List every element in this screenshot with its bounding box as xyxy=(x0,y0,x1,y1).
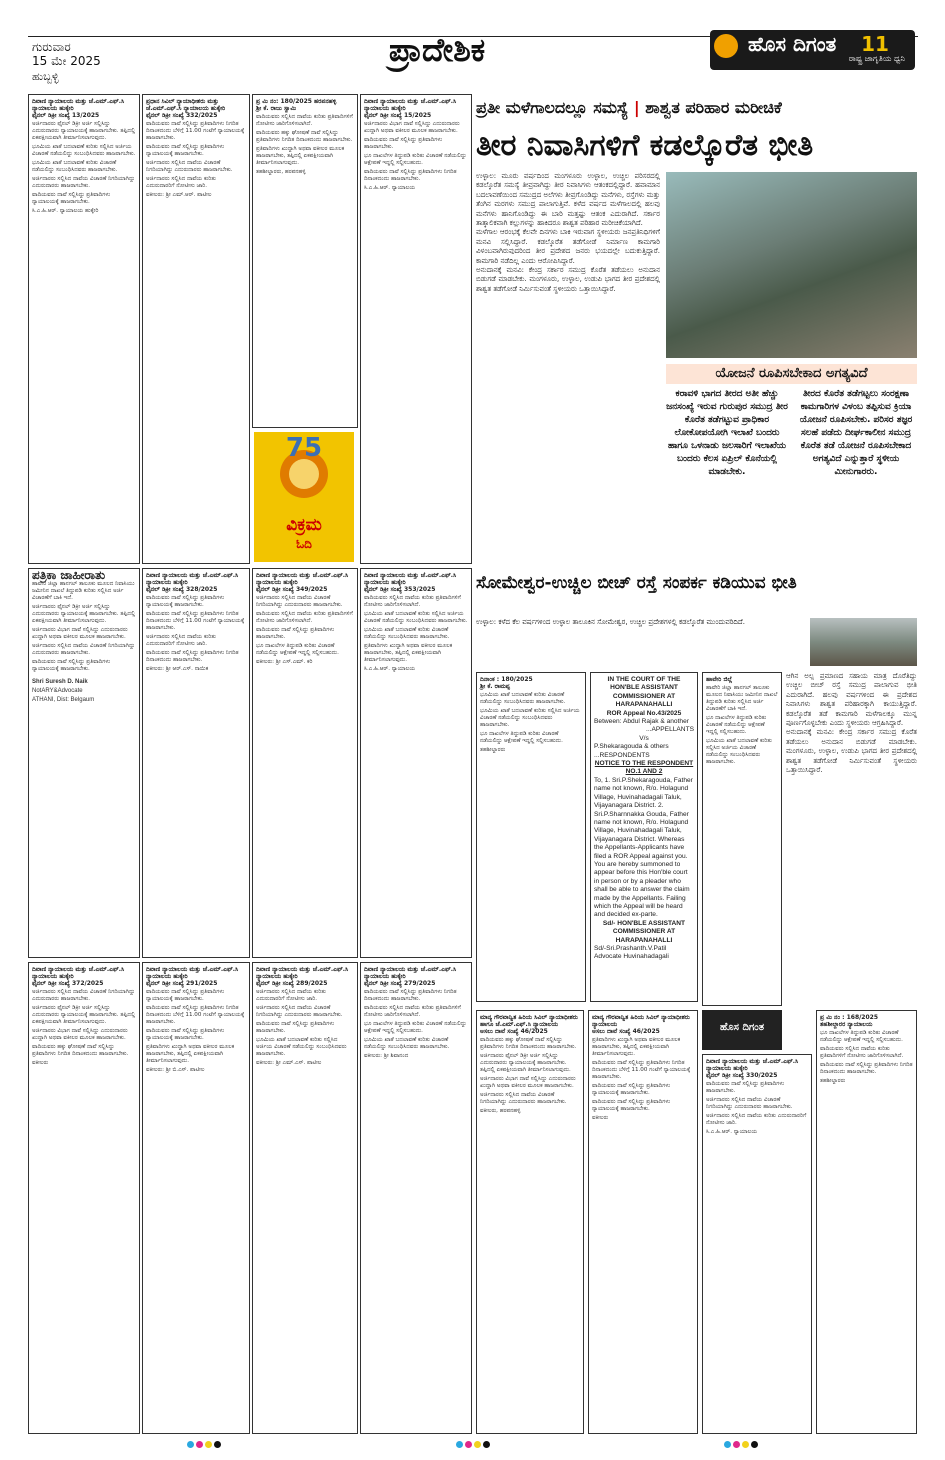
notice-signature: ವಕೀಲರು: ಶ್ರೀ ಎಮ್.ಆರ್. ಪಾಟೀಲ xyxy=(146,192,212,198)
notice-signature: ಸಿ.ಎ.ಹಿ.ಆರ್. ನ್ಯಾಯಾಲಯ ಹುಕ್ಕೇರಿ xyxy=(32,208,99,214)
notice-signature: ವಕೀಲರು: ಶ್ರೀ ಎಸ್.ಎಮ್. ಕರಿ xyxy=(256,659,313,665)
notice-body: ಪ್ರತಿವಾದಿಗಳು ಖುದ್ದಾಗಿ ಅಥವಾ ವಕೀಲರ ಮೂಲಕ ಹಾಜರಾಗಬೇಕು, ತಪ್ಪಿದಲ್ಲಿ ಏಕಪಕ್ಷೀಯವಾಗಿ ತೀರ್ಮಾನಿಸಲಾಗುವುದು. xyxy=(364,643,453,663)
notice-body: ಭೂ ದಾಖಲೆಗಳ ತಿದ್ದುಪಡಿ ಕುರಿತು ವಿಚಾರಣೆ ನಡೆಯಲಿದ್ದು ಆಕ್ಷೇಪಣೆ ಇದ್ದಲ್ಲಿ ಸಲ್ಲಿಸಬಹುದು. xyxy=(256,643,339,656)
kicker-right: ಶಾಶ್ವತ ಪರಿಹಾರ ಮರೀಚಿಕೆ xyxy=(645,98,782,117)
notice-body: ಭೂಮಿಯ ಖಾತೆ ಬದಲಾವಣೆ ಕುರಿತು ಸಲ್ಲಿಸಿದ ಅರ್ಜಿಯ ವಿಚಾರಣೆ ನಡೆಯಲಿದ್ದು ಸಂಬಂಧಿಸಿದವರು ಹಾಜರಾಗಬೇಕು. xyxy=(364,611,468,624)
notice-body: ಭೂಮಿಯ ಖಾತೆ ಬದಲಾವಣೆ ಕುರಿತು ವಿಚಾರಣೆ ನಡೆಯಲಿದ್ದು ಸಂಬಂಧಿಸಿದವರು ಹಾಜರಾಗಬೇಕು. xyxy=(32,160,118,173)
logo-tagline: ರಾಷ್ಟ್ರ ಜಾಗೃತಿಯ ಧ್ವನಿ xyxy=(848,54,905,63)
legal-notice xyxy=(142,962,250,1434)
english-court-notice xyxy=(590,672,698,1002)
notice-body: ಅರ್ಜಿದಾರರು ಸಲ್ಲಿಸಿದ ದಾವೆಯ ವಿಚಾರಣೆ ನಿಗದಿಯಾಗಿದ್ದು ಎದುರುದಾರರು ಹಾಜರಾಗಬೇಕು. xyxy=(32,989,135,1002)
legal-notice xyxy=(702,1054,812,1434)
notice-heading: ದಿವಾಣಿ ನ್ಯಾಯಾಲಯ ಮತ್ತು ಜೆ.ಎಮ್.ಎಫ್.ಸಿ ನ್ಯಾಯಾಲಯ ಹುಕ್ಕೇರಿ xyxy=(256,966,349,980)
notice-heading: ದಿವಾಣಿ ನ್ಯಾಯಾಲಯ ಮತ್ತು ಜೆ.ಎಮ್.ಎಫ್.ಸಿ ನ್ಯಾಯಾಲಯ ಹುಕ್ಕೇರಿ xyxy=(146,572,239,586)
legal-notice xyxy=(142,94,250,564)
legal-notice xyxy=(476,672,586,1002)
sub-article-body xyxy=(786,672,917,1008)
notice-body: ಅರ್ಜಿದಾರರು ಫೈನಲ್ ಡಿಕ್ರೀ ಅರ್ಜಿ ಸಲ್ಲಿಸಿದ್ದು ಎದುರುದಾರರು ನ್ಯಾಯಾಲಯಕ್ಕೆ ಹಾಜರಾಗಬೇಕು. ತಪ್ಪಿದಲ್ಲಿ ಏಕಪಕ್ಷೀಯವಾಗಿ ತೀರ್ಮಾನಿಸಲಾಗುವುದು. xyxy=(32,121,136,141)
notice-signature: ವಕೀಲರು: ಶ್ರೀ ಆರ್.ಎಸ್. ನಾಯಿಕ xyxy=(146,666,209,672)
notice-heading: ಪ್ರಧಾನ ಸಿವಿಲ್ ನ್ಯಾಯಾಧೀಶರು ಮತ್ತು ಜೆ.ಎಮ್.ಎಫ್.ಸಿ ನ್ಯಾಯಾಲಯ ಹುಕ್ಕೇರಿ xyxy=(146,98,226,112)
notice-signature: ವಕೀಲರು: ಶ್ರೀ ಬಿ.ಎಸ್. ಪಾಟೀಲ xyxy=(146,1067,205,1073)
press-ad-block xyxy=(28,568,140,958)
notice-case: ಫೈನಲ್ ಡಿಕ್ರೀ ಸಂಖ್ಯೆ 291/2025 xyxy=(146,980,218,987)
notice-case: ಫೈನಲ್ ಡಿಕ್ರೀ ಸಂಖ್ಯೆ 372/2025 xyxy=(32,980,104,987)
advocate-signature: Sd/-Sri.Prashanth.V.Patil Advocate Huvinahadagali xyxy=(594,945,669,961)
notice-case: ಅಸಲು ದಾವೆ ಸಂಖ್ಯೆ 46/2025 xyxy=(480,1028,548,1035)
notice-body: ವಾದಿಯವರು ಹಕ್ಕು ಘೋಷಣೆ ದಾವೆ ಸಲ್ಲಿಸಿದ್ದು ಪ್ರತಿವಾದಿಗಳು ನಿಗದಿತ ದಿನಾಂಕದಂದು ಹಾಜರಾಗಬೇಕು. xyxy=(480,1037,577,1050)
english-notice-body: To, 1. Sri.P.Shekaragouda, Father name not known, R/o. Holagund Village, Huvinahadagali Taluk, Vijayanagara District. 2. Sri.P.Sharnnakka Gouda, Father name not known, R/o. Holagund Village, Huvinahadagali Taluk, Vijayanagara District. Whereas the Appellants-Applicants have filed a ROR Appeal against you. You are hereby summoned to appear before this Hon'ble court in person or by a pleader who shall be able to answer the claim made by the Appellants. Failing which the Appeal will be heard and decided ex-parte. xyxy=(594,776,693,919)
notice-heading: ದಿವಾಣಿ ನ್ಯಾಯಾಲಯ ಮತ್ತು ಜೆ.ಎಮ್.ಎಫ್.ಸಿ ನ್ಯಾಯಾಲಯ ಹುಕ್ಕೇರಿ xyxy=(146,966,239,980)
notice-body: ಅರ್ಜಿದಾರರು ಸಲ್ಲಿಸಿದ ದಾವೆಯ ವಿಚಾರಣೆ ನಿಗದಿಯಾಗಿದ್ದು ಎದುರುದಾರರು ಹಾಜರಾಗಬೇಕು. xyxy=(32,176,135,189)
notice-body: ಭೂ ದಾಖಲೆಗಳ ತಿದ್ದುಪಡಿ ಕುರಿತು ವಿಚಾರಣೆ ನಡೆಯಲಿದ್ದು ಆಕ್ಷೇಪಣೆ ಇದ್ದಲ್ಲಿ ಸಲ್ಲಿಸಬಹುದು. xyxy=(706,715,767,735)
notice-signature: ಸಿ.ಎ.ಹಿ.ಆರ್. ನ್ಯಾಯಾಲಯ xyxy=(706,1129,758,1135)
sub-article-lead: ಉಳ್ಳಾಲ: ಕಳೆದ ಕೆಲ ವರ್ಷಗಳಿಂದ ಉಳ್ಳಾಲ ತಾಲೂಕಿನ ಸೋಮೇಶ್ವರ, ಉಚ್ಚಿಲ ಪ್ರದೇಶಗಳಲ್ಲಿ ಕಡಲ್ಕೊರೆತ ಮುಂದುವರಿದಿದೆ. xyxy=(476,618,745,626)
notice-heading: ದಿವಾಣಿ ನ್ಯಾಯಾಲಯ ಮತ್ತು ಜೆ.ಎಮ್.ಎಫ್.ಸಿ ನ್ಯಾಯಾಲಯ ಹುಕ್ಕೇರಿ xyxy=(364,572,457,586)
notice-body: ಅರ್ಜಿದಾರರು ಸಲ್ಲಿಸಿದ ದಾವೆಯ ವಿಚಾರಣೆ ನಿಗದಿಯಾಗಿದ್ದು ಎದುರುದಾರರು ಹಾಜರಾಗಬೇಕು. xyxy=(146,160,233,173)
press-ad-body: ಹಾವೇರಿ ಜಿಲ್ಲಾ ಹಾನಗಲ್ ತಾಲೂಕು ಮೂಲದ ನಿವಾಸಿಯು ಜಮೀನಿನ ದಾಖಲೆ ತಿದ್ದುಪಡಿ ಕುರಿತು ಸಲ್ಲಿಸಿದ ಅರ್ಜಿ ವಿಚಾರಣೆಗೆ ಬಾಕಿ ಇದೆ. xyxy=(32,581,135,601)
notice-body: ವಾದಿಯವರು ದಾವೆ ಸಲ್ಲಿಸಿದ್ದು ಪ್ರತಿವಾದಿಗಳು ನ್ಯಾಯಾಲಯಕ್ಕೆ ಹಾಜರಾಗಬೇಕು. xyxy=(146,989,225,1002)
section-title: ಪ್ರಾದೇಶಿಕ xyxy=(388,31,486,69)
legal-notice xyxy=(252,94,358,428)
notice-body: ವಾದಿಯವರು ಸಲ್ಲಿಸಿದ ದಾವೆಯ ಕುರಿತು ಪ್ರತಿವಾದಿಗಳಿಗೆ ನೋಟೀಸು ಜಾರಿಗೊಳಿಸಲಾಗಿದೆ. xyxy=(256,114,353,127)
notice-heading: ದಿವಾಣಿ ನ್ಯಾಯಾಲಯ ಮತ್ತು ಜೆ.ಎಮ್.ಎಫ್.ಸಿ ನ್ಯಾಯಾಲಯ ಹುಕ್ಕೇರಿ xyxy=(32,966,125,980)
header-date-block xyxy=(32,40,112,68)
notice-body: ಅರ್ಜಿದಾರರು ಫೈನಲ್ ಡಿಕ್ರೀ ಅರ್ಜಿ ಸಲ್ಲಿಸಿದ್ದು ಎದುರುದಾರರು ನ್ಯಾಯಾಲಯಕ್ಕೆ ಹಾಜರಾಗಬೇಕು. ತಪ್ಪಿದಲ್ಲಿ ಏಕಪಕ್ಷೀಯವಾಗಿ ತೀರ್ಮಾನಿಸಲಾಗುವುದು. xyxy=(480,1053,571,1073)
notice-case: ಶ್ರೀ ಕೆ. ರಾಮಪ್ಪ xyxy=(480,683,510,690)
notice-body: ಭೂ ದಾಖಲೆಗಳ ತಿದ್ದುಪಡಿ ಕುರಿತು ವಿಚಾರಣೆ ನಡೆಯಲಿದ್ದು ಆಕ್ಷೇಪಣೆ ಇದ್ದಲ್ಲಿ ಸಲ್ಲಿಸಬಹುದು. xyxy=(364,153,467,166)
notice-heading: ಮಾನ್ಯ ಗೌರವಾನ್ವಿತ ಹಿರಿಯ ಸಿವಿಲ್ ನ್ಯಾಯಾಧೀಶರು ನ್ಯಾಯಾಲಯ xyxy=(592,1014,690,1028)
vikrama-ad-title: ವಿಕ್ರಮ xyxy=(286,515,322,535)
notice-body: ಅರ್ಜಿದಾರರು ವಿಭಾಗ ದಾವೆ ಸಲ್ಲಿಸಿದ್ದು ಎದುರುದಾರರು ಖುದ್ದಾಗಿ ಅಥವಾ ವಕೀಲರ ಮೂಲಕ ಹಾಜರಾಗಬೇಕು. xyxy=(364,121,460,134)
notice-body: ವಾದಿಯವರು ದಾವೆ ಸಲ್ಲಿಸಿದ್ದು ಪ್ರತಿವಾದಿಗಳು ಹಾಜರಾಗಬೇಕು. xyxy=(256,627,335,640)
respondents-label: P.Shekaragouda & others ...RESPONDENTS xyxy=(594,743,669,759)
notice-body: ವಾದಿಯವರು ದಾವೆ ಸಲ್ಲಿಸಿದ್ದು ಪ್ರತಿವಾದಿಗಳು ಹಾಜರಾಗಬೇಕು. xyxy=(256,1021,335,1034)
article-kicker: ಪ್ರತೀ ಮಳೆಗಾಲದಲ್ಲೂ ಸಮಸ್ಯೆ | ಶಾಶ್ವತ ಪರಿಹಾರ ಮರೀಚಿಕೆ xyxy=(476,98,782,117)
notice-body: ಭೂಮಿಯ ಖಾತೆ ಬದಲಾವಣೆ ಕುರಿತು ಸಲ್ಲಿಸಿದ ಅರ್ಜಿಯ ವಿಚಾರಣೆ ನಡೆಯಲಿದ್ದು ಸಂಬಂಧಿಸಿದವರು ಹಾಜರಾಗಬೇಕು. xyxy=(32,144,136,157)
article-paragraph: ಅನುದಾನಕ್ಕೆ ಮನವಿ: ಕೇಂದ್ರ ಸರ್ಕಾರ ಸಮುದ್ರ ಕೊರೆತ ತಡೆಯಲು ಅನುದಾನ ಬಿಡುಗಡೆ ಮಾಡಬೇಕು. ಮಂಗಳೂರು, ಉಳ್ಳಾಲ, ಉಡುಪಿ ಭಾಗದ ತೀರ ಪ್ರದೇಶದಲ್ಲಿ ಶಾಶ್ವತ ತಡೆಗೋಡೆ ನಿರ್ಮಿಸುವಂತೆ ಸ್ಥಳೀಯರು ಒತ್ತಾಯಿಸಿದ್ದಾರೆ. xyxy=(476,266,660,293)
notice-body: ವಾದಿಯವರು ಸಲ್ಲಿಸಿದ ದಾವೆಯ ಕುರಿತು ಪ್ರತಿವಾದಿಗಳಿಗೆ ನೋಟೀಸು ಜಾರಿಗೊಳಿಸಲಾಗಿದೆ. xyxy=(256,611,353,624)
notice-signature: ತಹಶೀಲ್ದಾರರು xyxy=(480,747,506,753)
legal-notice xyxy=(476,1010,584,1434)
sub-article-headline: ಸೋಮೇಶ್ವರ-ಉಚ್ಚಿಲ ಬೀಚ್ ರಸ್ತೆ ಸಂಪರ್ಕ ಕಡಿಯುವ ಭೀತಿ xyxy=(476,573,797,593)
notice-case: ಫೈನಲ್ ಡಿಕ್ರೀ ಸಂಖ್ಯೆ 289/2025 xyxy=(256,980,328,987)
notice-body: ವಾದಿಯವರು ದಾವೆ ಸಲ್ಲಿಸಿದ್ದು ಪ್ರತಿವಾದಿಗಳು ನಿಗದಿತ ದಿನಾಂಕದಂದು ಬೆಳಿಗ್ಗೆ 11.00 ಗಂಟೆಗೆ ನ್ಯಾಯಾಲಯಕ್ಕೆ ಹಾಜರಾಗಬೇಕು. xyxy=(592,1060,691,1080)
notice-case: ಅಸಲು ದಾವೆ ಸಂಖ್ಯೆ 46/2025 xyxy=(592,1028,660,1035)
notice-body: ಅರ್ಜಿದಾರರು ಸಲ್ಲಿಸಿದ ದಾವೆಯ ವಿಚಾರಣೆ ನಿಗದಿಯಾಗಿದ್ದು ಎದುರುದಾರರು ಹಾಜರಾಗಬೇಕು. xyxy=(706,1097,793,1110)
court-name: IN THE COURT OF THE HON'BLE ASSISTANT COMMISSIONER AT HARAPANAHALLI xyxy=(607,676,681,709)
notice-case: ಫೈನಲ್ ಡಿಕ್ರೀ ಸಂಖ್ಯೆ 279/2025 xyxy=(364,980,436,987)
logo-emblem-icon xyxy=(714,34,738,58)
notice-body: ವಾದಿಯವರು ದಾವೆ ಸಲ್ಲಿಸಿದ್ದು ಪ್ರತಿವಾದಿಗಳು ನಿಗದಿತ ದಿನಾಂಕದಂದು ಹಾಜರಾಗಬೇಕು. xyxy=(146,650,239,663)
article-paragraph: ಆಗಿನ ಅಲ್ಪ ಪ್ರಮಾಣದ ಸಹಾಯ ಮಾತ್ರ ದೊರೆತಿದ್ದು ಉಚ್ಚಿಲ ಬೀಚ್ ರಸ್ತೆ ಸಮುದ್ರ ಪಾಲಾಗುವ ಭೀತಿ ಎದುರಾಗಿದೆ. ಹಲವು ವರ್ಷಗಳಿಂದ ಈ ಪ್ರದೇಶದ ನಿವಾಸಿಗಳು ಶಾಶ್ವತ ಪರಿಹಾರಕ್ಕಾಗಿ ಕಾಯುತ್ತಿದ್ದಾರೆ. ಕಡಲ್ಕೊರೆತ ತಡೆ ಕಾಮಗಾರಿ ಮಳೆಗಾಲಕ್ಕೂ ಮುನ್ನ ಪೂರ್ಣಗೊಳ್ಳಬೇಕು ಎಂದು ಸ್ಥಳೀಯರು ಆಗ್ರಹಿಸಿದ್ದಾರೆ. xyxy=(786,672,917,728)
press-ad-place: ATHANI, Dist: Belgaum xyxy=(32,697,95,703)
info-box-right: ತೀರದ ಕೊರೆತ ತಡೆಗಟ್ಟಲು ಸಂರಕ್ಷಣಾ ಕಾಮಗಾರಿಗಳ ವಿಳಂಬ ತಪ್ಪಿಸುವ ಕ್ರಿಯಾ ಯೋಜನೆ ರೂಪಿಸಬೇಕು. ಪರಿಸರ ತಜ್ಞರ ಸಲಹೆ ಪಡೆದು ದೀರ್ಘಕಾಲೀನ ಸಮುದ್ರ ಕೊರೆತ ತಡೆ ಯೋಜನೆ ರೂಪಿಸಬೇಕಾದ ಅಗತ್ಯವಿದೆ ಎನ್ನುತ್ತಾರೆ ಸ್ಥಳೀಯ ಮೀನುಗಾರರು. xyxy=(799,389,913,477)
notice-body: ಭೂ ದಾಖಲೆಗಳ ತಿದ್ದುಪಡಿ ಕುರಿತು ವಿಚಾರಣೆ ನಡೆಯಲಿದ್ದು ಆಕ್ಷೇಪಣೆ ಇದ್ದಲ್ಲಿ ಸಲ್ಲಿಸಬಹುದು. xyxy=(364,1021,467,1034)
notice-body: ವಾದಿಯವರು ಸಲ್ಲಿಸಿದ ದಾವೆಯ ಕುರಿತು ಪ್ರತಿವಾದಿಗಳಿಗೆ ನೋಟೀಸು ಜಾರಿಗೊಳಿಸಲಾಗಿದೆ. xyxy=(820,1046,904,1059)
notice-case: ಶ್ರೀ ಕೆ. ರಾಜು ಸ್ವಾಮಿ xyxy=(256,105,297,112)
notice-body: ವಾದಿಯವರು ದಾವೆ ಸಲ್ಲಿಸಿದ್ದು ಪ್ರತಿವಾದಿಗಳು ಹಾಜರಾಗಬೇಕು. xyxy=(364,137,443,150)
notice-heading: ಪ್ರ ಮಿ ನಂ: 180/2025 ಹರಪನಹಳ್ಳಿ xyxy=(256,98,337,105)
notice-body: ಪ್ರತಿವಾದಿಗಳು ಖುದ್ದಾಗಿ ಅಥವಾ ವಕೀಲರ ಮೂಲಕ ಹಾಜರಾಗಬೇಕು, ತಪ್ಪಿದಲ್ಲಿ ಏಕಪಕ್ಷೀಯವಾಗಿ ತೀರ್ಮಾನಿಸಲಾಗುವುದು. xyxy=(146,1044,235,1064)
notice-case: ಫೈನಲ್ ಡಿಕ್ರೀ ಸಂಖ್ಯೆ 15/2025 xyxy=(364,112,432,119)
legal-notice xyxy=(28,94,140,564)
header-day: ಗುರುವಾರ xyxy=(32,40,71,54)
notice-signature: ವಕೀಲರು xyxy=(592,1115,609,1121)
notice-heading: ಹಾವೇರಿ ಜಿಲ್ಲೆ xyxy=(706,676,733,683)
notice-body: ವಾದಿಯವರು ದಾವೆ ಸಲ್ಲಿಸಿದ್ದು ಪ್ರತಿವಾದಿಗಳು ನಿಗದಿತ ದಿನಾಂಕದಂದು ಹಾಜರಾಗಬೇಕು. xyxy=(364,989,457,1002)
appeal-number: ROR Appeal No.43/2025 xyxy=(606,709,682,717)
notice-signature: ವಕೀಲರು xyxy=(32,1060,49,1066)
legal-notice xyxy=(360,568,472,958)
notice-case: ಫೈನಲ್ ಡಿಕ್ರೀ ಸಂಖ್ಯೆ 332/2025 xyxy=(146,112,218,119)
legal-notice xyxy=(252,568,358,958)
info-box-title: ಯೋಜನೆ ರೂಪಿಸಬೇಕಾದ ಅಗತ್ಯವಿದೆ xyxy=(666,364,917,384)
notice-body: ಅರ್ಜಿದಾರರು ಸಲ್ಲಿಸಿದ ದಾವೆಯ ವಿಚಾರಣೆ ನಿಗದಿಯಾಗಿದ್ದು ಎದುರುದಾರರು ಹಾಜರಾಗಬೇಕು. xyxy=(256,595,343,608)
notice-body: ವಾದಿಯವರು ದಾವೆ ಸಲ್ಲಿಸಿದ್ದು ಪ್ರತಿವಾದಿಗಳು ನ್ಯಾಯಾಲಯಕ್ಕೆ ಹಾಜರಾಗಬೇಕು. xyxy=(32,192,111,205)
notice-body: ವಾದಿಯವರು ಹಕ್ಕು ಘೋಷಣೆ ದಾವೆ ಸಲ್ಲಿಸಿದ್ದು ಪ್ರತಿವಾದಿಗಳು ನಿಗದಿತ ದಿನಾಂಕದಂದು ಹಾಜರಾಗಬೇಕು. xyxy=(32,1044,129,1057)
article-paragraph: ಮಳೆಗಾಲ ಆರಂಭಕ್ಕೆ ಕೆಲವೇ ದಿನಗಳು ಬಾಕಿ ಇರುವಾಗ ಸ್ಥಳೀಯರು ಜನಪ್ರತಿನಿಧಿಗಳಿಗೆ ಮನವಿ ಸಲ್ಲಿಸಿದ್ದಾರೆ. ಕಡಲ್ಕೊರೆತ ತಡೆಗೋಡೆ ನಿರ್ಮಾಣ ಕಾಮಗಾರಿ ವಿಳಂಬವಾಗಿರುವುದರಿಂದ ತೀರ ಪ್ರದೇಶದ ಜನರು ಭಯದಲ್ಲೇ ಬದುಕುತ್ತಿದ್ದಾರೆ. ಕಾಮಗಾರಿ ನಡೆದಿಲ್ಲ ಎಂದು ಆರೋಪಿಸಿದ್ದಾರೆ. xyxy=(476,228,660,265)
notice-body: ಪ್ರತಿವಾದಿಗಳು ಖುದ್ದಾಗಿ ಅಥವಾ ವಕೀಲರ ಮೂಲಕ ಹಾಜರಾಗಬೇಕು, ತಪ್ಪಿದಲ್ಲಿ ಏಕಪಕ್ಷೀಯವಾಗಿ ತೀರ್ಮಾನಿಸಲಾಗುವುದು. xyxy=(256,146,345,166)
notice-heading: ಮಾನ್ಯ ಗೌರವಾನ್ವಿತ ಹಿರಿಯ ಸಿವಿಲ್ ನ್ಯಾಯಾಧೀಶರು ಹಾಗೂ ಜೆ.ಎಮ್.ಎಫ್.ಸಿ ನ್ಯಾಯಾಲಯ xyxy=(480,1014,578,1028)
notice-signature: ವಕೀಲರು, ಹರಪನಹಳ್ಳಿ xyxy=(480,1108,521,1114)
notice-case: ಫೈನಲ್ ಡಿಕ್ರೀ ಸಂಖ್ಯೆ 328/2025 xyxy=(146,586,218,593)
vikrama-emblem-icon xyxy=(254,432,354,512)
legal-notice xyxy=(702,672,782,1006)
article-headline: ತೀರ ನಿವಾಸಿಗಳಿಗೆ ಕಡಲ್ಕೊರೆತ ಭೀತಿ xyxy=(476,128,814,163)
notice-body: ವಾದಿಯವರು ದಾವೆ ಸಲ್ಲಿಸಿದ್ದು ಪ್ರತಿವಾದಿಗಳು ನ್ಯಾಯಾಲಯಕ್ಕೆ ಹಾಜರಾಗಬೇಕು. xyxy=(32,659,111,672)
notice-heading: ದಿವಾಣಿ ನ್ಯಾಯಾಲಯ ಮತ್ತು ಜೆ.ಎಮ್.ಎಫ್.ಸಿ ನ್ಯಾಯಾಲಯ ಹುಕ್ಕೇರಿ xyxy=(364,98,457,112)
notice-body: ಅರ್ಜಿದಾರರು ಸಲ್ಲಿಸಿದ ದಾವೆಯ ಕುರಿತು ಎದುರುದಾರರಿಗೆ ನೋಟೀಸು ಜಾರಿ. xyxy=(256,989,326,1002)
notice-body: ಭೂ ದಾಖಲೆಗಳ ತಿದ್ದುಪಡಿ ಕುರಿತು ವಿಚಾರಣೆ ನಡೆಯಲಿದ್ದು ಆಕ್ಷೇಪಣೆ ಇದ್ದಲ್ಲಿ ಸಲ್ಲಿಸಬಹುದು. xyxy=(820,1030,903,1043)
notice-case: ಫೈನಲ್ ಡಿಕ್ರೀ ಸಂಖ್ಯೆ 349/2025 xyxy=(256,586,328,593)
notice-body: ಭೂಮಿಯ ಖಾತೆ ಬದಲಾವಣೆ ಕುರಿತು ಸಲ್ಲಿಸಿದ ಅರ್ಜಿಯ ವಿಚಾರಣೆ ನಡೆಯಲಿದ್ದು ಸಂಬಂಧಿಸಿದವರು ಹಾಜರಾಗಬೇಕು. xyxy=(480,708,580,728)
logo-text: ಹೊಸ ದಿಗಂತ xyxy=(748,32,837,56)
notice-body: ಭೂಮಿಯ ಖಾತೆ ಬದಲಾವಣೆ ಕುರಿತು ಸಲ್ಲಿಸಿದ ಅರ್ಜಿಯ ವಿಚಾರಣೆ ನಡೆಯಲಿದ್ದು ಸಂಬಂಧಿಸಿದವರು ಹಾಜರಾಗಬೇಕು. xyxy=(256,1037,347,1057)
notice-body: ಭೂಮಿಯ ಖಾತೆ ಬದಲಾವಣೆ ಕುರಿತು ವಿಚಾರಣೆ ನಡೆಯಲಿದ್ದು ಸಂಬಂಧಿಸಿದವರು ಹಾಜರಾಗಬೇಕು. xyxy=(364,627,450,640)
article-paragraph: ಉಳ್ಳಾಲ: ಮೂರು ವರ್ಷದಿಂದ ಮಂಗಳೂರು ಉಳ್ಳಾಲ, ಉಚ್ಚಿಲ ಪರಿಸರದಲ್ಲಿ ಕಡಲ್ಕೊರೆತ ಸಮಸ್ಯೆ ತೀವ್ರವಾಗಿದ್ದು ತೀರ ನಿವಾಸಿಗಳು ಆತಂಕದಲ್ಲಿದ್ದಾರೆ. ಹವಾಮಾನ ಬದಲಾವಣೆಯಿಂದ ಸಮುದ್ರದ ಅಲೆಗಳು ತೀವ್ರಗೊಂಡಿದ್ದು ಮನೆಗಳು, ರಸ್ತೆಗಳು ಮತ್ತು ತೆಂಗಿನ ಮರಗಳು ಸಮುದ್ರ ಪಾಲಾಗುತ್ತಿವೆ. ಕಳೆದ ವರ್ಷದ ಮಳೆಗಾಲದಲ್ಲಿ ಹಲವು ಮನೆಗಳು ಹಾನಿಗೊಂಡಿದ್ದು ಈ ಬಾರಿ ಮತ್ತಷ್ಟು ಆತಂಕ ಎದುರಾಗಿದೆ. ಸರ್ಕಾರ ತಾತ್ಕಾಲಿಕವಾಗಿ ಕಲ್ಲುಗಳನ್ನು ಹಾಕಿದರೂ ಶಾಶ್ವತ ಪರಿಹಾರ ಮರೀಚಿಕೆಯಾಗಿದೆ. xyxy=(476,172,660,228)
press-ad-title: ಪತ್ರಿಕಾ ಜಾಹೀರಾತು xyxy=(32,568,106,582)
notice-heading: ದಿವಾಣಿ ನ್ಯಾಯಾಲಯ ಮತ್ತು ಜೆ.ಎಮ್.ಎಫ್.ಸಿ ನ್ಯಾಯಾಲಯ ಹುಕ್ಕೇರಿ xyxy=(706,1058,799,1072)
notice-body: ವಾದಿಯವರು ದಾವೆ ಸಲ್ಲಿಸಿದ್ದು ಪ್ರತಿವಾದಿಗಳು ನ್ಯಾಯಾಲಯಕ್ಕೆ ಹಾಜರಾಗಬೇಕು. xyxy=(146,595,225,608)
vikrama-number: 75 xyxy=(285,433,323,463)
notice-body: ಅರ್ಜಿದಾರರು ಸಲ್ಲಿಸಿದ ದಾವೆಯ ಕುರಿತು ಎದುರುದಾರರಿಗೆ ನೋಟೀಸು ಜಾರಿ. xyxy=(706,1113,807,1126)
notice-body: ಅರ್ಜಿದಾರರು ಫೈನಲ್ ಡಿಕ್ರೀ ಅರ್ಜಿ ಸಲ್ಲಿಸಿದ್ದು ಎದುರುದಾರರು ನ್ಯಾಯಾಲಯಕ್ಕೆ ಹಾಜರಾಗಬೇಕು. ತಪ್ಪಿದಲ್ಲಿ ಏಕಪಕ್ಷೀಯವಾಗಿ ತೀರ್ಮಾನಿಸಲಾಗುವುದು. xyxy=(32,604,136,624)
press-ad-advocate: Shri Suresh D. Naik xyxy=(32,679,88,685)
info-box-left: ಕರಾವಳಿ ಭಾಗದ ತೀರದ ಅತೀ ಹೆಚ್ಚು ಜನಸಂಖ್ಯೆ ಇರುವ ಗುರುಪುರ ಸಮುದ್ರ ತೀರ ಕೊರೆತ ತಡೆಗಟ್ಟುವ ಪ್ರಾಧಿಕಾರ ಲೋಕೋಪಯೋಗಿ ಇಲಾಖೆ ಬಂದರು ಹಾಗೂ ಒಳನಾಡು ಜಲಸಾರಿಗೆ ಇಲಾಖೆಯ ಬಂದರು ಕೆಲಸ ಏಪ್ರಿಲ್ ಕೊನೆಯಲ್ಲಿ ಮಾಡಬೇಕು. xyxy=(666,389,788,477)
notice-body: ಭೂ ದಾಖಲೆಗಳ ತಿದ್ದುಪಡಿ ಕುರಿತು ವಿಚಾರಣೆ ನಡೆಯಲಿದ್ದು ಆಕ್ಷೇಪಣೆ ಇದ್ದಲ್ಲಿ ಸಲ್ಲಿಸಬಹುದು. xyxy=(480,731,563,744)
notice-body: ವಾದಿಯವರು ದಾವೆ ಸಲ್ಲಿಸಿದ್ದು ಪ್ರತಿವಾದಿಗಳು ನ್ಯಾಯಾಲಯಕ್ಕೆ ಹಾಜರಾಗಬೇಕು. xyxy=(146,1028,225,1041)
small-ad-title: ಹೊಸ ದಿಗಂತ xyxy=(719,1022,765,1033)
notice-body: ಭೂಮಿಯ ಖಾತೆ ಬದಲಾವಣೆ ಕುರಿತು ವಿಚಾರಣೆ ನಡೆಯಲಿದ್ದು ಸಂಬಂಧಿಸಿದವರು ಹಾಜರಾಗಬೇಕು. xyxy=(364,1037,450,1050)
notice-body: ಭೂಮಿಯ ಖಾತೆ ಬದಲಾವಣೆ ಕುರಿತು ಸಲ್ಲಿಸಿದ ಅರ್ಜಿಯ ವಿಚಾರಣೆ ನಡೆಯಲಿದ್ದು ಸಂಬಂಧಿಸಿದವರು ಹಾಜರಾಗಬೇಕು. xyxy=(706,738,772,765)
press-ad-advocate-sub: NotARY&Advocate xyxy=(32,688,83,694)
notice-body: ವಾದಿಯವರು ದಾವೆ ಸಲ್ಲಿಸಿದ್ದು ಪ್ರತಿವಾದಿಗಳು ನ್ಯಾಯಾಲಯಕ್ಕೆ ಹಾಜರಾಗಬೇಕು. xyxy=(592,1099,671,1112)
notice-body: ಅರ್ಜಿದಾರರು ವಿಭಾಗ ದಾವೆ ಸಲ್ಲಿಸಿದ್ದು ಎದುರುದಾರರು ಖುದ್ದಾಗಿ ಅಥವಾ ವಕೀಲರ ಮೂಲಕ ಹಾಜರಾಗಬೇಕು. xyxy=(32,1028,128,1041)
info-box xyxy=(666,388,917,566)
notice-heading: ದಿವಾಣಿ ನ್ಯಾಯಾಲಯ ಮತ್ತು ಜೆ.ಎಮ್.ಎಫ್.ಸಿ ನ್ಯಾಯಾಲಯ ಹುಕ್ಕೇರಿ xyxy=(364,966,457,980)
legal-notice xyxy=(142,568,250,958)
appeal-between: Between: Abdul Rajak & another xyxy=(594,718,689,726)
notice-body: ವಾದಿಯವರು ದಾವೆ ಸಲ್ಲಿಸಿದ್ದು ಪ್ರತಿವಾದಿಗಳು ನಿಗದಿತ ದಿನಾಂಕದಂದು ಬೆಳಿಗ್ಗೆ 11.00 ಗಂಟೆಗೆ ನ್ಯಾಯಾಲಯಕ್ಕೆ ಹಾಜರಾಗಬೇಕು. xyxy=(146,611,245,631)
notice-body: ವಾದಿಯವರು ಹಕ್ಕು ಘೋಷಣೆ ದಾವೆ ಸಲ್ಲಿಸಿದ್ದು ಪ್ರತಿವಾದಿಗಳು ನಿಗದಿತ ದಿನಾಂಕದಂದು ಹಾಜರಾಗಬೇಕು. xyxy=(256,130,353,143)
vikrama-ad-sub: ಓದಿ xyxy=(296,537,312,551)
article-paragraph: ಅನುದಾನಕ್ಕೆ ಮನವಿ: ಕೇಂದ್ರ ಸರ್ಕಾರ ಸಮುದ್ರ ಕೊರೆತ ತಡೆಯಲು ಅನುದಾನ ಬಿಡುಗಡೆ ಮಾಡಬೇಕು. ಮಂಗಳೂರು, ಉಳ್ಳಾಲ, ಉಡುಪಿ ಭಾಗದ ತೀರ ಪ್ರದೇಶದಲ್ಲಿ ಶಾಶ್ವತ ತಡೆಗೋಡೆ ನಿರ್ಮಿಸುವಂತೆ ಸ್ಥಳೀಯರು ಒತ್ತಾಯಿಸಿದ್ದಾರೆ. xyxy=(786,728,917,775)
legal-notice xyxy=(588,1010,698,1434)
notice-body: ವಾದಿಯವರು ದಾವೆ ಸಲ್ಲಿಸಿದ್ದು ಪ್ರತಿವಾದಿಗಳು ನಿಗದಿತ ದಿನಾಂಕದಂದು ಬೆಳಿಗ್ಗೆ 11.00 ಗಂಟೆಗೆ ನ್ಯಾಯಾಲಯಕ್ಕೆ ಹಾಜರಾಗಬೇಕು. xyxy=(146,1005,245,1025)
notice-signature: ವಕೀಲರು: ಶ್ರೀ ಶಿವಾನಂದ xyxy=(364,1053,409,1059)
notice-body: ಹಾವೇರಿ ಜಿಲ್ಲಾ ಹಾನಗಲ್ ತಾಲೂಕು ಮೂಲದ ನಿವಾಸಿಯು ಜಮೀನಿನ ದಾಖಲೆ ತಿದ್ದುಪಡಿ ಕುರಿತು ಸಲ್ಲಿಸಿದ ಅರ್ಜಿ ವಿಚಾರಣೆಗೆ ಬಾಕಿ ಇದೆ. xyxy=(706,685,778,712)
notice-body: ಅರ್ಜಿದಾರರು ಫೈನಲ್ ಡಿಕ್ರೀ ಅರ್ಜಿ ಸಲ್ಲಿಸಿದ್ದು ಎದುರುದಾರರು ನ್ಯಾಯಾಲಯಕ್ಕೆ ಹಾಜರಾಗಬೇಕು. ತಪ್ಪಿದಲ್ಲಿ ಏಕಪಕ್ಷೀಯವಾಗಿ ತೀರ್ಮಾನಿಸಲಾಗುವುದು. xyxy=(32,1005,136,1025)
notice-body: ಅರ್ಜಿದಾರರು ಸಲ್ಲಿಸಿದ ದಾವೆಯ ವಿಚಾರಣೆ ನಿಗದಿಯಾಗಿದ್ದು ಎದುರುದಾರರು ಹಾಜರಾಗಬೇಕು. xyxy=(32,643,135,656)
beach-road-photo xyxy=(810,618,917,666)
notice-body: ವಾದಿಯವರು ದಾವೆ ಸಲ್ಲಿಸಿದ್ದು ಪ್ರತಿವಾದಿಗಳು ನಿಗದಿತ ದಿನಾಂಕದಂದು ಬೆಳಿಗ್ಗೆ 11.00 ಗಂಟೆಗೆ ನ್ಯಾಯಾಲಯಕ್ಕೆ ಹಾಜರಾಗಬೇಕು. xyxy=(146,121,245,141)
notice-signature: ತಹಶೀಲ್ದಾರರು xyxy=(820,1078,846,1084)
notice-body: ಭೂಮಿಯ ಖಾತೆ ಬದಲಾವಣೆ ಕುರಿತು ವಿಚಾರಣೆ ನಡೆಯಲಿದ್ದು ಸಂಬಂಧಿಸಿದವರು ಹಾಜರಾಗಬೇಕು. xyxy=(480,692,566,705)
header-city: ಹುಬ್ಬಳ್ಳಿ xyxy=(32,70,59,83)
notice-heading: ಪ್ರ ಮಿ ನಂ : 168/2025 xyxy=(820,1014,879,1021)
hosa-diganta-ad xyxy=(702,1010,782,1050)
appellants-label: ...APPELLANTS xyxy=(645,726,694,734)
notice-body: ಅರ್ಜಿದಾರರು ವಿಭಾಗ ದಾವೆ ಸಲ್ಲಿಸಿದ್ದು ಎದುರುದಾರರು ಖುದ್ದಾಗಿ ಅಥವಾ ವಕೀಲರ ಮೂಲಕ ಹಾಜರಾಗಬೇಕು. xyxy=(480,1076,576,1089)
notice-case: ಫೈನಲ್ ಡಿಕ್ರೀ ಸಂಖ್ಯೆ 330/2025 xyxy=(706,1072,778,1079)
notice-signature: ಸಿ.ಎ.ಹಿ.ಆರ್. ನ್ಯಾಯಾಲಯ xyxy=(364,185,416,191)
notice-body: ವಾದಿಯವರು ದಾವೆ ಸಲ್ಲಿಸಿದ್ದು ಪ್ರತಿವಾದಿಗಳು ನಿಗದಿತ ದಿನಾಂಕದಂದು ಹಾಜರಾಗಬೇಕು. xyxy=(820,1062,913,1075)
notice-body: ಅರ್ಜಿದಾರರು ಸಲ್ಲಿಸಿದ ದಾವೆಯ ಕುರಿತು ಎದುರುದಾರರಿಗೆ ನೋಟೀಸು ಜಾರಿ. xyxy=(146,634,216,647)
notice-heading: ದಿವಾಣಿ ನ್ಯಾಯಾಲಯ ಮತ್ತು ಜೆ.ಎಮ್.ಎಫ್.ಸಿ ನ್ಯಾಯಾಲಯ ಹುಕ್ಕೇರಿ xyxy=(256,572,349,586)
print-registration-marks xyxy=(0,1440,945,1452)
notice-body: ಅರ್ಜಿದಾರರು ಸಲ್ಲಿಸಿದ ದಾವೆಯ ವಿಚಾರಣೆ ನಿಗದಿಯಾಗಿದ್ದು ಎದುರುದಾರರು ಹಾಜರಾಗಬೇಕು. xyxy=(256,1005,343,1018)
notice-to-respondent: NOTICE TO THE RESPONDENT NO.1 AND 2 xyxy=(594,760,694,776)
legal-notice xyxy=(816,1010,917,1434)
coastal-erosion-photo xyxy=(666,172,917,358)
notice-body: ವಾದಿಯವರು ಸಲ್ಲಿಸಿದ ದಾವೆಯ ಕುರಿತು ಪ್ರತಿವಾದಿಗಳಿಗೆ ನೋಟೀಸು ಜಾರಿಗೊಳಿಸಲಾಗಿದೆ. xyxy=(364,595,461,608)
page-number: 11 xyxy=(861,32,889,56)
article-body xyxy=(476,172,660,564)
notice-case: ತಹಶೀಲ್ದಾರರ ನ್ಯಾಯಾಲಯ xyxy=(820,1021,873,1028)
notice-body: ಅರ್ಜಿದಾರರು ಸಲ್ಲಿಸಿದ ದಾವೆಯ ವಿಚಾರಣೆ ನಿಗದಿಯಾಗಿದ್ದು ಎದುರುದಾರರು ಹಾಜರಾಗಬೇಕು. xyxy=(480,1092,567,1105)
notice-body: ಪ್ರತಿವಾದಿಗಳು ಖುದ್ದಾಗಿ ಅಥವಾ ವಕೀಲರ ಮೂಲಕ ಹಾಜರಾಗಬೇಕು, ತಪ್ಪಿದಲ್ಲಿ ಏಕಪಕ್ಷೀಯವಾಗಿ ತೀರ್ಮಾನಿಸಲಾಗುವುದು. xyxy=(592,1037,681,1057)
legal-notice xyxy=(360,962,472,1434)
notice-body: ವಾದಿಯವರು ಸಲ್ಲಿಸಿದ ದಾವೆಯ ಕುರಿತು ಪ್ರತಿವಾದಿಗಳಿಗೆ ನೋಟೀಸು ಜಾರಿಗೊಳಿಸಲಾಗಿದೆ. xyxy=(364,1005,461,1018)
notice-case: ಫೈನಲ್ ಡಿಕ್ರೀ ಸಂಖ್ಯೆ 13/2025 xyxy=(32,112,100,119)
header-date: 15 ಮೇ 2025 xyxy=(32,54,101,68)
notice-signature: ಸಿ.ಎ.ಹಿ.ಆರ್. ನ್ಯಾಯಾಲಯ xyxy=(364,666,416,672)
notice-body: ಅರ್ಜಿದಾರರು ಸಲ್ಲಿಸಿದ ದಾವೆಯ ಕುರಿತು ಎದುರುದಾರರಿಗೆ ನೋಟೀಸು ಜಾರಿ. xyxy=(146,176,216,189)
notice-heading: ದಿವಾಣಿ ನ್ಯಾಯಾಲಯ ಮತ್ತು ಜೆ.ಎಮ್.ಎಫ್.ಸಿ ನ್ಯಾಯಾಲಯ ಹುಕ್ಕೇರಿ xyxy=(32,98,125,112)
notice-body: ವಾದಿಯವರು ದಾವೆ ಸಲ್ಲಿಸಿದ್ದು ಪ್ರತಿವಾದಿಗಳು ನ್ಯಾಯಾಲಯಕ್ಕೆ ಹಾಜರಾಗಬೇಕು. xyxy=(146,144,225,157)
notice-body: ಅರ್ಜಿದಾರರು ವಿಭಾಗ ದಾವೆ ಸಲ್ಲಿಸಿದ್ದು ಎದುರುದಾರರು ಖುದ್ದಾಗಿ ಅಥವಾ ವಕೀಲರ ಮೂಲಕ ಹಾಜರಾಗಬೇಕು. xyxy=(32,627,128,640)
versus-label: V/s xyxy=(639,734,649,742)
kicker-left: ಪ್ರತೀ ಮಳೆಗಾಲದಲ್ಲೂ ಸಮಸ್ಯೆ xyxy=(476,98,629,117)
notice-signature: ವಕೀಲರು: ಶ್ರೀ ಎಮ್.ಎಸ್. ಪಾಟೀಲ xyxy=(256,1060,322,1066)
commissioner-signature: Sd/- HON'BLE ASSISTANT COMMISSIONER AT HARAPANAHALLI xyxy=(602,919,686,944)
legal-notice xyxy=(28,962,140,1434)
legal-notice xyxy=(360,94,472,564)
notice-body: ವಾದಿಯವರು ದಾವೆ ಸಲ್ಲಿಸಿದ್ದು ಪ್ರತಿವಾದಿಗಳು ನಿಗದಿತ ದಿನಾಂಕದಂದು ಹಾಜರಾಗಬೇಕು. xyxy=(364,169,457,182)
notice-body: ವಾದಿಯವರು ದಾವೆ ಸಲ್ಲಿಸಿದ್ದು ಪ್ರತಿವಾದಿಗಳು ನ್ಯಾಯಾಲಯಕ್ಕೆ ಹಾಜರಾಗಬೇಕು. xyxy=(592,1083,671,1096)
notice-heading: ದಿನಾಂಕ : 180/2025 xyxy=(480,676,533,683)
notice-case: ಫೈನಲ್ ಡಿಕ್ರೀ ಸಂಖ್ಯೆ 353/2025 xyxy=(364,586,436,593)
notice-signature: ತಹಶೀಲ್ದಾರರು, ಹರಪನಹಳ್ಳಿ xyxy=(256,169,306,175)
notice-body: ವಾದಿಯವರು ದಾವೆ ಸಲ್ಲಿಸಿದ್ದು ಪ್ರತಿವಾದಿಗಳು ಹಾಜರಾಗಬೇಕು. xyxy=(706,1081,785,1094)
legal-notice xyxy=(252,962,358,1434)
